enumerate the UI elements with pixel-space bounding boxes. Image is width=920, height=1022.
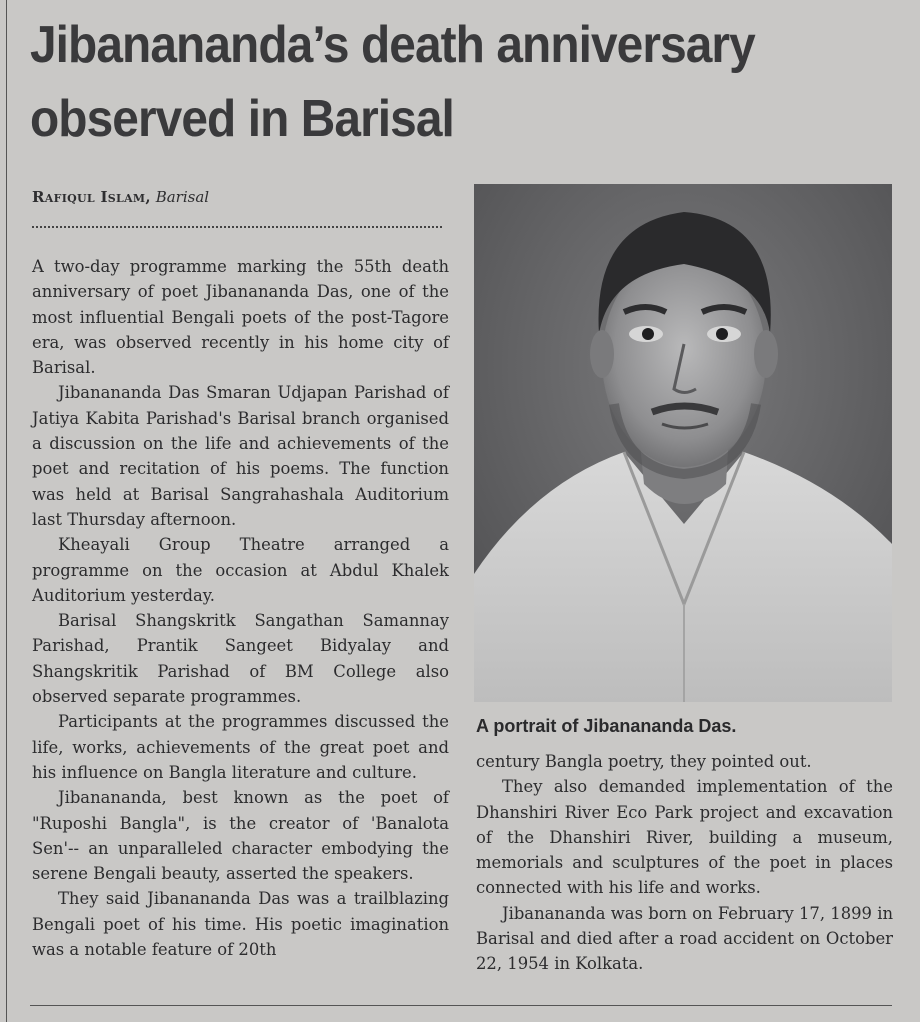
byline-place: Barisal — [155, 188, 210, 206]
paragraph: A two-day programme marking the 55th death anniversary of poet Jibanananda Das, one of the most influential Bengali poets of the post-Tagore era, was observed recently in his home city of Barisal. — [32, 257, 449, 378]
headline-line-2: observed in Barisal — [30, 90, 454, 148]
article-body-right-column — [476, 749, 893, 977]
photo-caption: A portrait of Jibanananda Das. — [476, 716, 737, 736]
portrait-photo — [474, 184, 892, 702]
byline-divider — [32, 226, 442, 228]
bottom-divider — [30, 1005, 892, 1006]
headline-line-1: Jibanananda’s death anniversary — [30, 16, 755, 74]
portrait-illustration — [474, 184, 892, 702]
page-left-border — [6, 0, 7, 1022]
paragraph: Jibanananda was born on February 17, 1899 in Barisal and died after a road accident on October 22, 1954 in Kolkata. — [476, 903, 893, 974]
paragraph: They said Jibanananda Das was a trailblazing Bengali poet of his time. His poetic imagination was a notable feature of 20th — [32, 889, 449, 960]
paragraph: Jibanananda Das Smaran Udjapan Parishad of Jatiya Kabita Parishad's Barisal branch organised a discussion on the life and achievements of the poet and recitation of his poems. The function was held at Barisal Sangrahashala Auditorium last Thursday afternoon. — [32, 383, 449, 529]
paragraph: Kheayali Group Theatre arranged a programme on the occasion at Abdul Khalek Auditorium yesterday. — [32, 535, 449, 605]
paragraph: century Bangla poetry, they pointed out. — [476, 752, 812, 771]
article-body-left-column — [32, 254, 449, 962]
byline — [32, 188, 209, 206]
headline — [30, 8, 840, 156]
paragraph: Jibanananda, best known as the poet of "Ruposhi Bangla", is the creator of 'Banalota Sen'-- an unparalleled character embodying the serene Bengali beauty, asserted the speakers. — [32, 788, 449, 884]
byline-author: Rafiqul Islam, — [32, 188, 151, 206]
paragraph: Barisal Shangskritk Sangathan Samannay Parishad, Prantik Sangeet Bidyalay and Shangskritik Parishad of BM College also observed separate programmes. — [32, 611, 449, 707]
paragraph: They also demanded implementation of the Dhanshiri River Eco Park project and excavation of the Dhanshiri River, building a museum, memorials and sculptures of the poet in places connected with his life and works. — [476, 777, 893, 898]
paragraph: Participants at the programmes discussed the life, works, achievements of the great poet and his influence on Bangla literature and culture. — [32, 712, 449, 782]
